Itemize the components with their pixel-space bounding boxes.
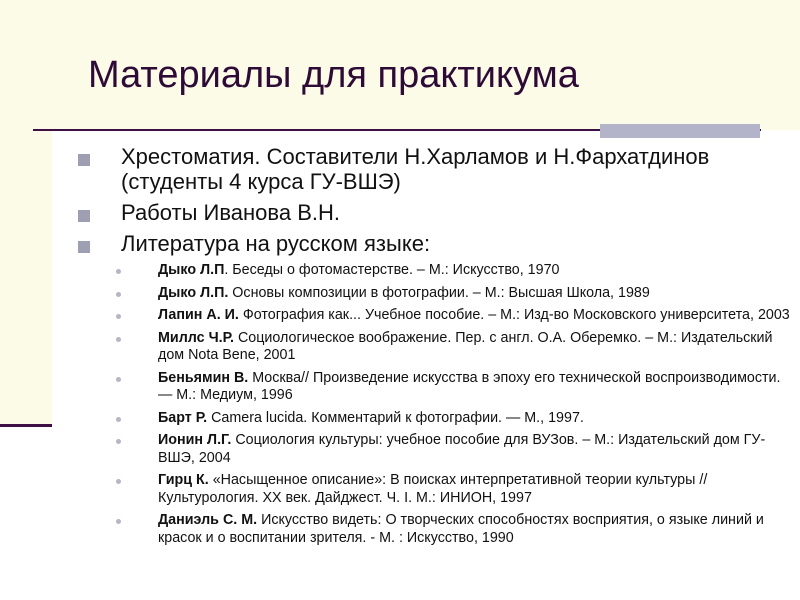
accent-block — [680, 124, 720, 138]
reference-author: Дыко Л.П — [158, 262, 225, 278]
dot-bullet-icon — [116, 519, 121, 524]
reference-item — [116, 285, 798, 303]
dot-bullet-icon — [116, 377, 121, 382]
reference-text — [158, 370, 798, 405]
bullet-item — [78, 144, 798, 194]
reference-item — [116, 262, 798, 280]
accent-blocks — [600, 124, 760, 138]
reference-item — [116, 432, 798, 467]
accent-block — [640, 124, 680, 138]
reference-author: Беньямин В. — [158, 369, 249, 386]
reference-text — [158, 330, 798, 365]
reference-text — [158, 410, 584, 428]
reference-details: Фотография как... Учебное пособие. – М.: Изд-во Московского университета, 2003 — [238, 307, 790, 323]
square-bullet-icon — [78, 210, 90, 222]
reference-text — [158, 262, 559, 280]
reference-details: Москва// Произведение искусства в эпоху его технической воспроизводимости. — М.: Медиум, 1996 — [158, 369, 781, 403]
dot-bullet-icon — [116, 269, 121, 274]
reference-item — [116, 472, 798, 507]
reference-author: Миллс Ч.Р. — [158, 329, 234, 346]
reference-item — [116, 512, 798, 547]
dot-bullet-icon — [116, 439, 121, 444]
reference-item — [116, 307, 798, 325]
reference-text — [158, 512, 798, 547]
reference-details: «Насыщенное описание»: В поисках интерпретативной теории культуры // Культурология. XX век. Дайджест. Ч. I. М.: ИНИОН, 1997 — [158, 472, 708, 506]
reference-item — [116, 330, 798, 365]
square-bullet-icon — [78, 241, 90, 253]
bullet-text: Работы Иванова В.Н. — [121, 200, 340, 225]
square-bullet-icon — [78, 154, 90, 166]
bullet-text: Литература на русском языке: — [121, 231, 431, 256]
dot-bullet-icon — [116, 337, 121, 342]
dot-bullet-icon — [116, 479, 121, 484]
bullet-text: Хрестоматия. Составители Н.Харламов и Н.Фархатдинов (студенты 4 курса ГУ-ВШЭ) — [121, 144, 710, 194]
reference-author: Лапин А. И. — [158, 307, 239, 323]
reference-item — [116, 410, 798, 428]
reference-details: . Беседы о фотомастерстве. – М.: Искусство, 1970 — [224, 262, 560, 278]
bullet-list — [78, 144, 798, 552]
accent-block — [600, 124, 640, 138]
reference-details: Социология культуры: учебное пособие для ВУЗов. – М.: Издательский дом ГУ-ВШЭ, 2004 — [158, 432, 766, 466]
left-panel-rule — [0, 424, 52, 427]
reference-details: Camera lucida. Комментарий к фотографии. — М., 1997. — [207, 409, 584, 426]
reference-text — [158, 285, 650, 303]
dot-bullet-icon — [116, 417, 121, 422]
reference-text — [158, 472, 798, 507]
reference-author: Дыко Л.П. — [158, 284, 229, 301]
reference-item — [116, 370, 798, 405]
slide-title: Материалы для практикума — [88, 54, 579, 96]
reference-author: Барт Р. — [158, 409, 208, 426]
reference-author: Ионин Л.Г. — [158, 432, 232, 448]
dot-bullet-icon — [116, 292, 121, 297]
reference-author: Даниэль С. М. — [158, 512, 258, 528]
reference-text — [158, 432, 798, 467]
dot-bullet-icon — [116, 314, 121, 319]
reference-details: Основы композиции в фотографии. – М.: Высшая Школа, 1989 — [228, 284, 650, 301]
reference-author: Гирц К. — [158, 472, 209, 488]
reference-details: Социологическое воображение. Пер. с англ. О.А. Оберемко. – М.: Издательский дом Nota Bene, 2001 — [158, 329, 773, 363]
reference-text — [158, 307, 790, 325]
bullet-item — [78, 231, 798, 256]
bullet-item — [78, 200, 798, 225]
left-side-panel — [0, 0, 52, 426]
accent-block — [720, 124, 760, 138]
reference-details: Искусство видеть: О творческих способностях восприятия, о языке линий и красок и о воспитании зрителя. - М. : Искусство, 1990 — [158, 512, 764, 546]
